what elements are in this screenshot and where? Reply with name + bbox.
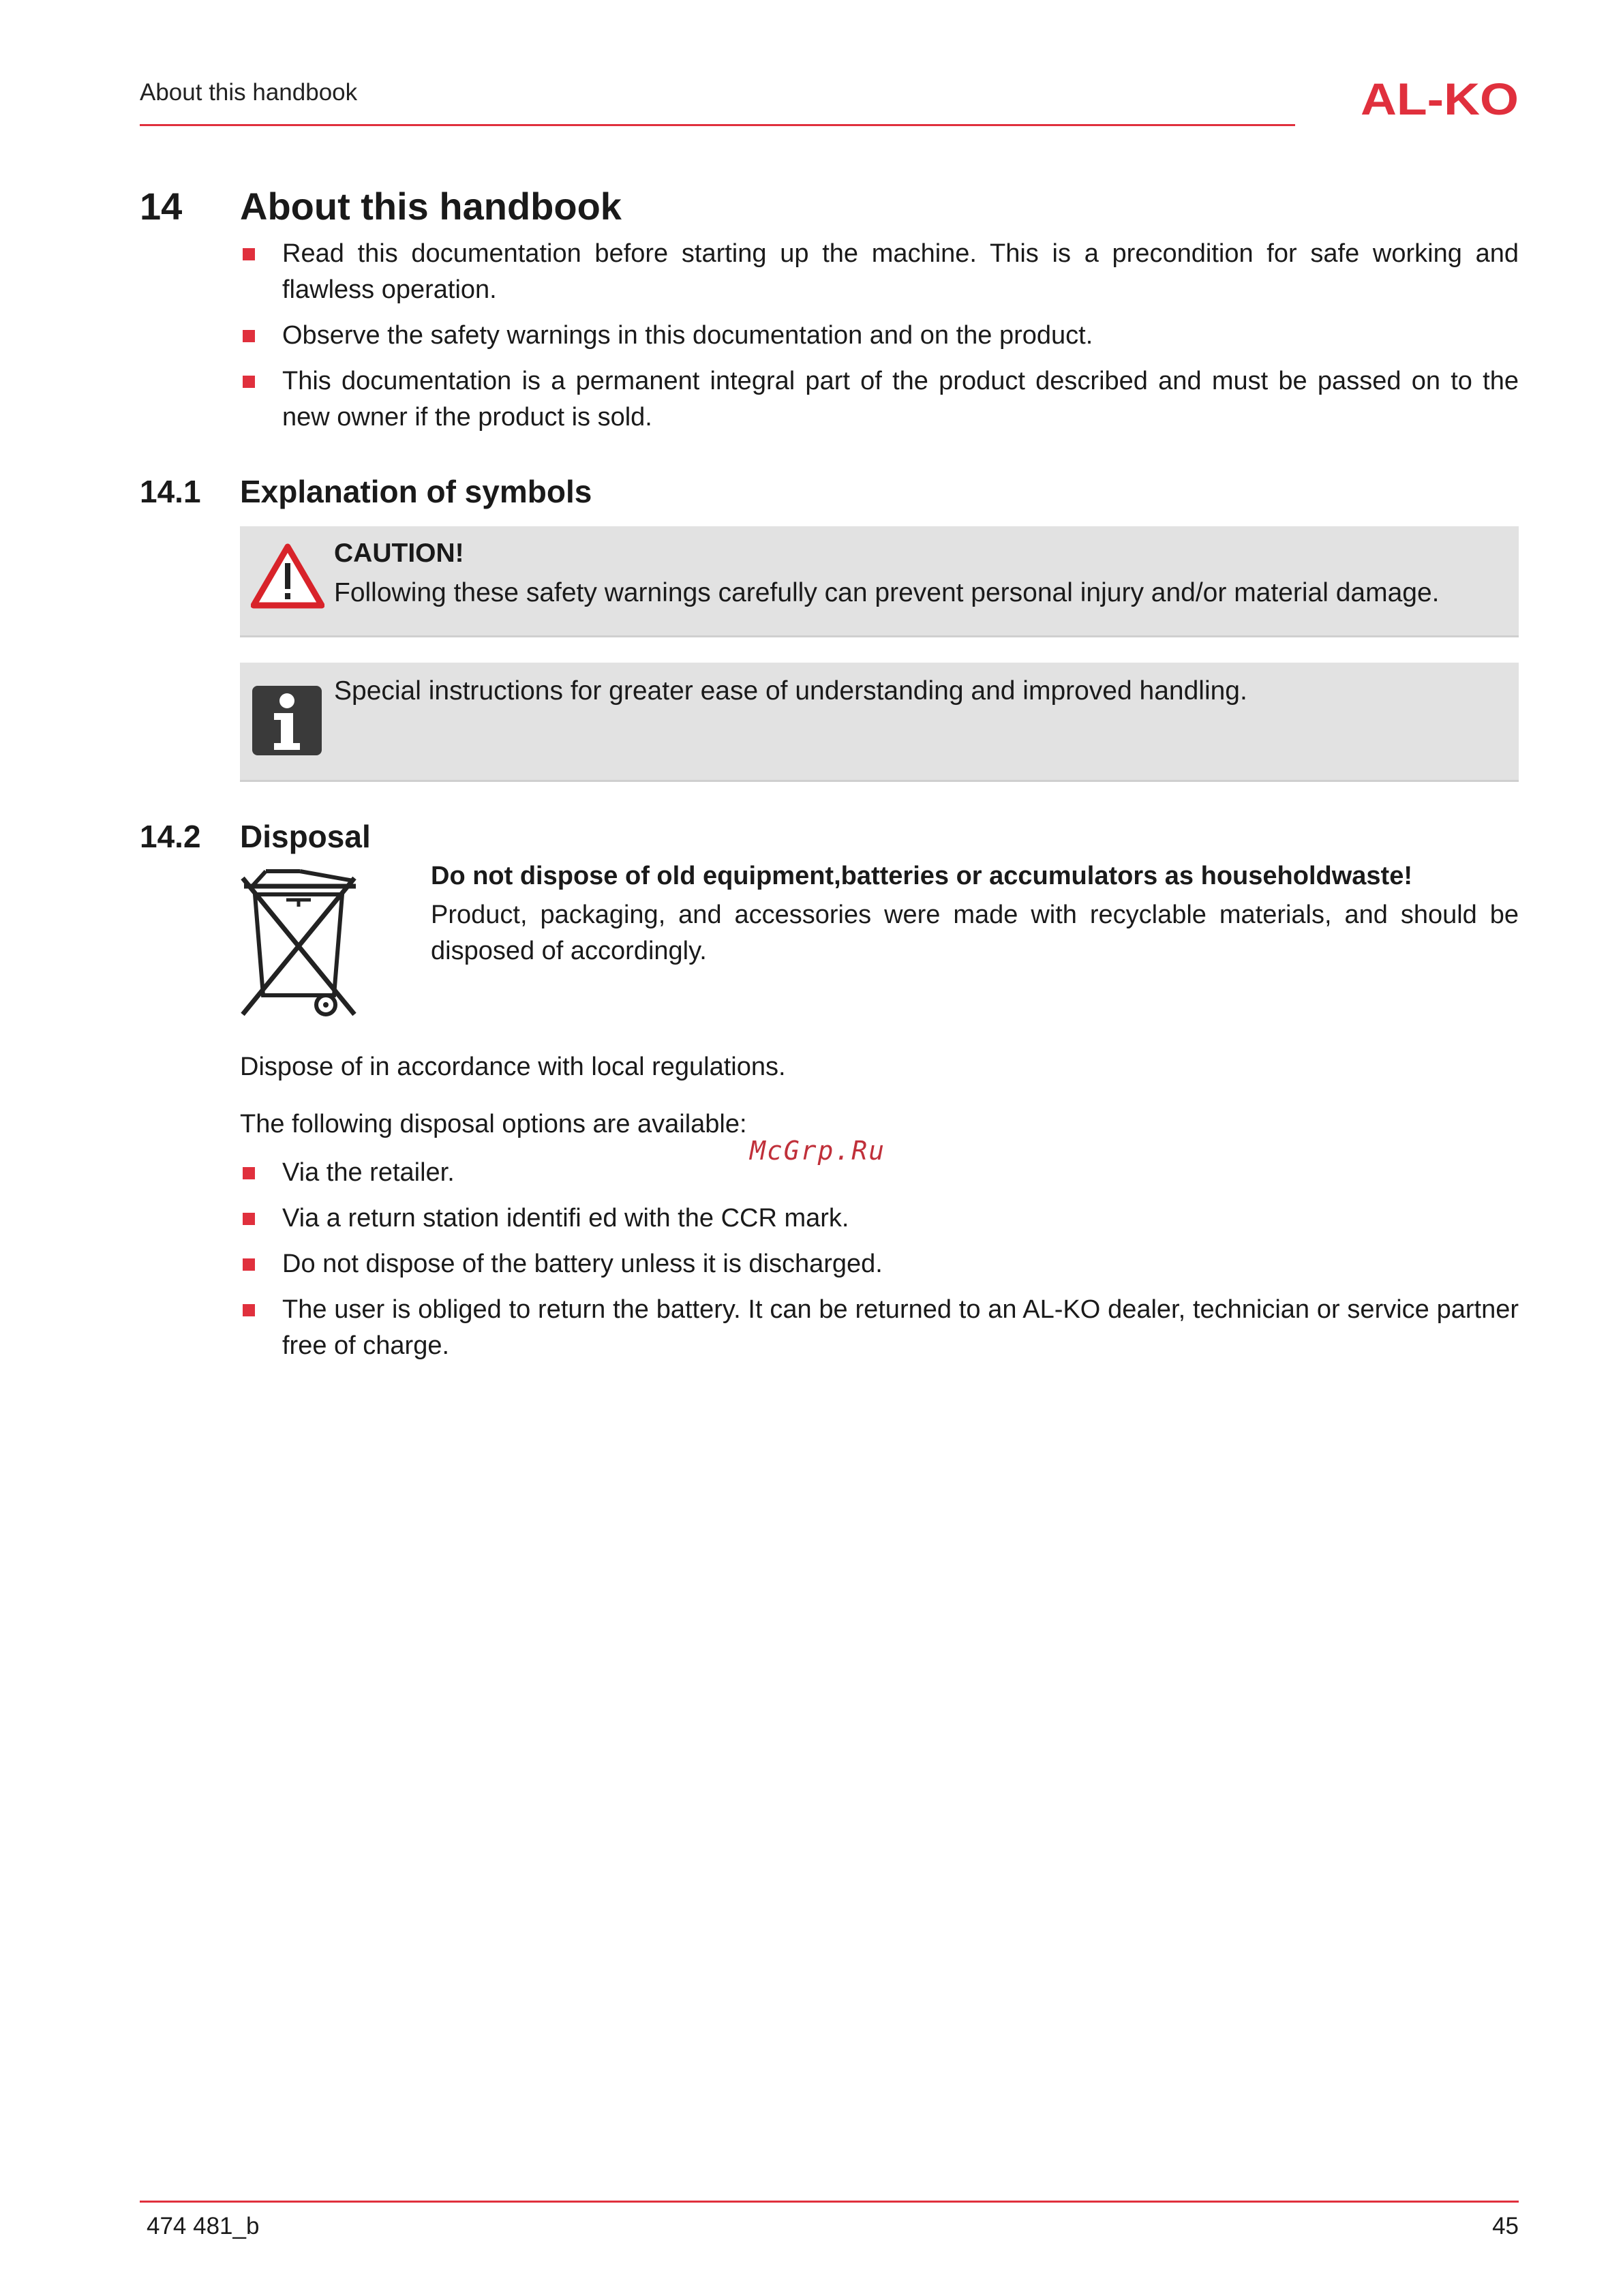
subsection-number: 14.2 xyxy=(140,819,201,854)
footer-rule xyxy=(140,2201,1519,2203)
list-item: Observe the safety warnings in this documentation and on the product. xyxy=(240,318,1519,354)
list-item: Via a return station identifi ed with the CCR mark. xyxy=(240,1200,1519,1237)
alko-logo xyxy=(1361,76,1519,120)
header-rule xyxy=(140,124,1295,126)
running-header: About this handbook xyxy=(140,79,358,106)
intro-bullet-list xyxy=(240,236,1519,445)
bullet-square-icon xyxy=(243,376,255,388)
warning-triangle-icon xyxy=(251,543,324,609)
bullet-square-icon xyxy=(243,1258,255,1271)
logo-text: AL-KO xyxy=(1361,76,1519,120)
bullet-square-icon xyxy=(243,1213,255,1225)
document-number: 474 481_b xyxy=(147,2213,260,2239)
section-number: 14 xyxy=(140,185,183,228)
subsection-title: Disposal xyxy=(240,819,371,854)
list-item: Do not dispose of the battery unless it is discharged. xyxy=(240,1246,1519,1282)
subsection-title: Explanation of symbols xyxy=(240,474,592,509)
subsection-number: 14.1 xyxy=(140,474,201,509)
caution-title: CAUTION! xyxy=(334,539,464,568)
bullet-square-icon xyxy=(243,1304,255,1316)
list-item: Via the retailer. xyxy=(240,1155,1519,1191)
disposal-options-intro: The following disposal options are available: xyxy=(240,1110,747,1138)
section-title: About this handbook xyxy=(240,185,622,228)
disposal-warning: Do not dispose of old equipment,batteries or accumulators as householdwaste! xyxy=(431,862,1412,890)
bullet-square-icon xyxy=(243,330,255,342)
info-icon xyxy=(251,684,323,757)
info-text: Special instructions for greater ease of understanding and improved handling. xyxy=(334,676,1247,706)
page-number: 45 xyxy=(1492,2213,1519,2239)
disposal-text: Product, packaging, and accessories were made with recyclable materials, and should be disposed of accordingly. xyxy=(431,901,1519,965)
list-item: Read this documentation before starting up the machine. This is a precondition for safe working and flawless operation. xyxy=(240,236,1519,308)
list-item: The user is obliged to return the battery. It can be returned to an AL-KO dealer, technician or service partner free of charge. xyxy=(240,1292,1519,1364)
disposal-options-list xyxy=(240,1155,1519,1374)
caution-text: Following these safety warnings carefully can prevent personal injury and/or material damage. xyxy=(334,578,1440,607)
crossed-bin-icon xyxy=(239,866,361,1018)
disposal-local-text: Dispose of in accordance with local regulations. xyxy=(240,1053,786,1081)
bullet-square-icon xyxy=(243,1167,255,1179)
bullet-square-icon xyxy=(243,248,255,260)
watermark: McGrp.Ru xyxy=(750,1136,886,1166)
list-item: This documentation is a permanent integral part of the product described and must be passed on to the new owner if the product is sold. xyxy=(240,363,1519,436)
